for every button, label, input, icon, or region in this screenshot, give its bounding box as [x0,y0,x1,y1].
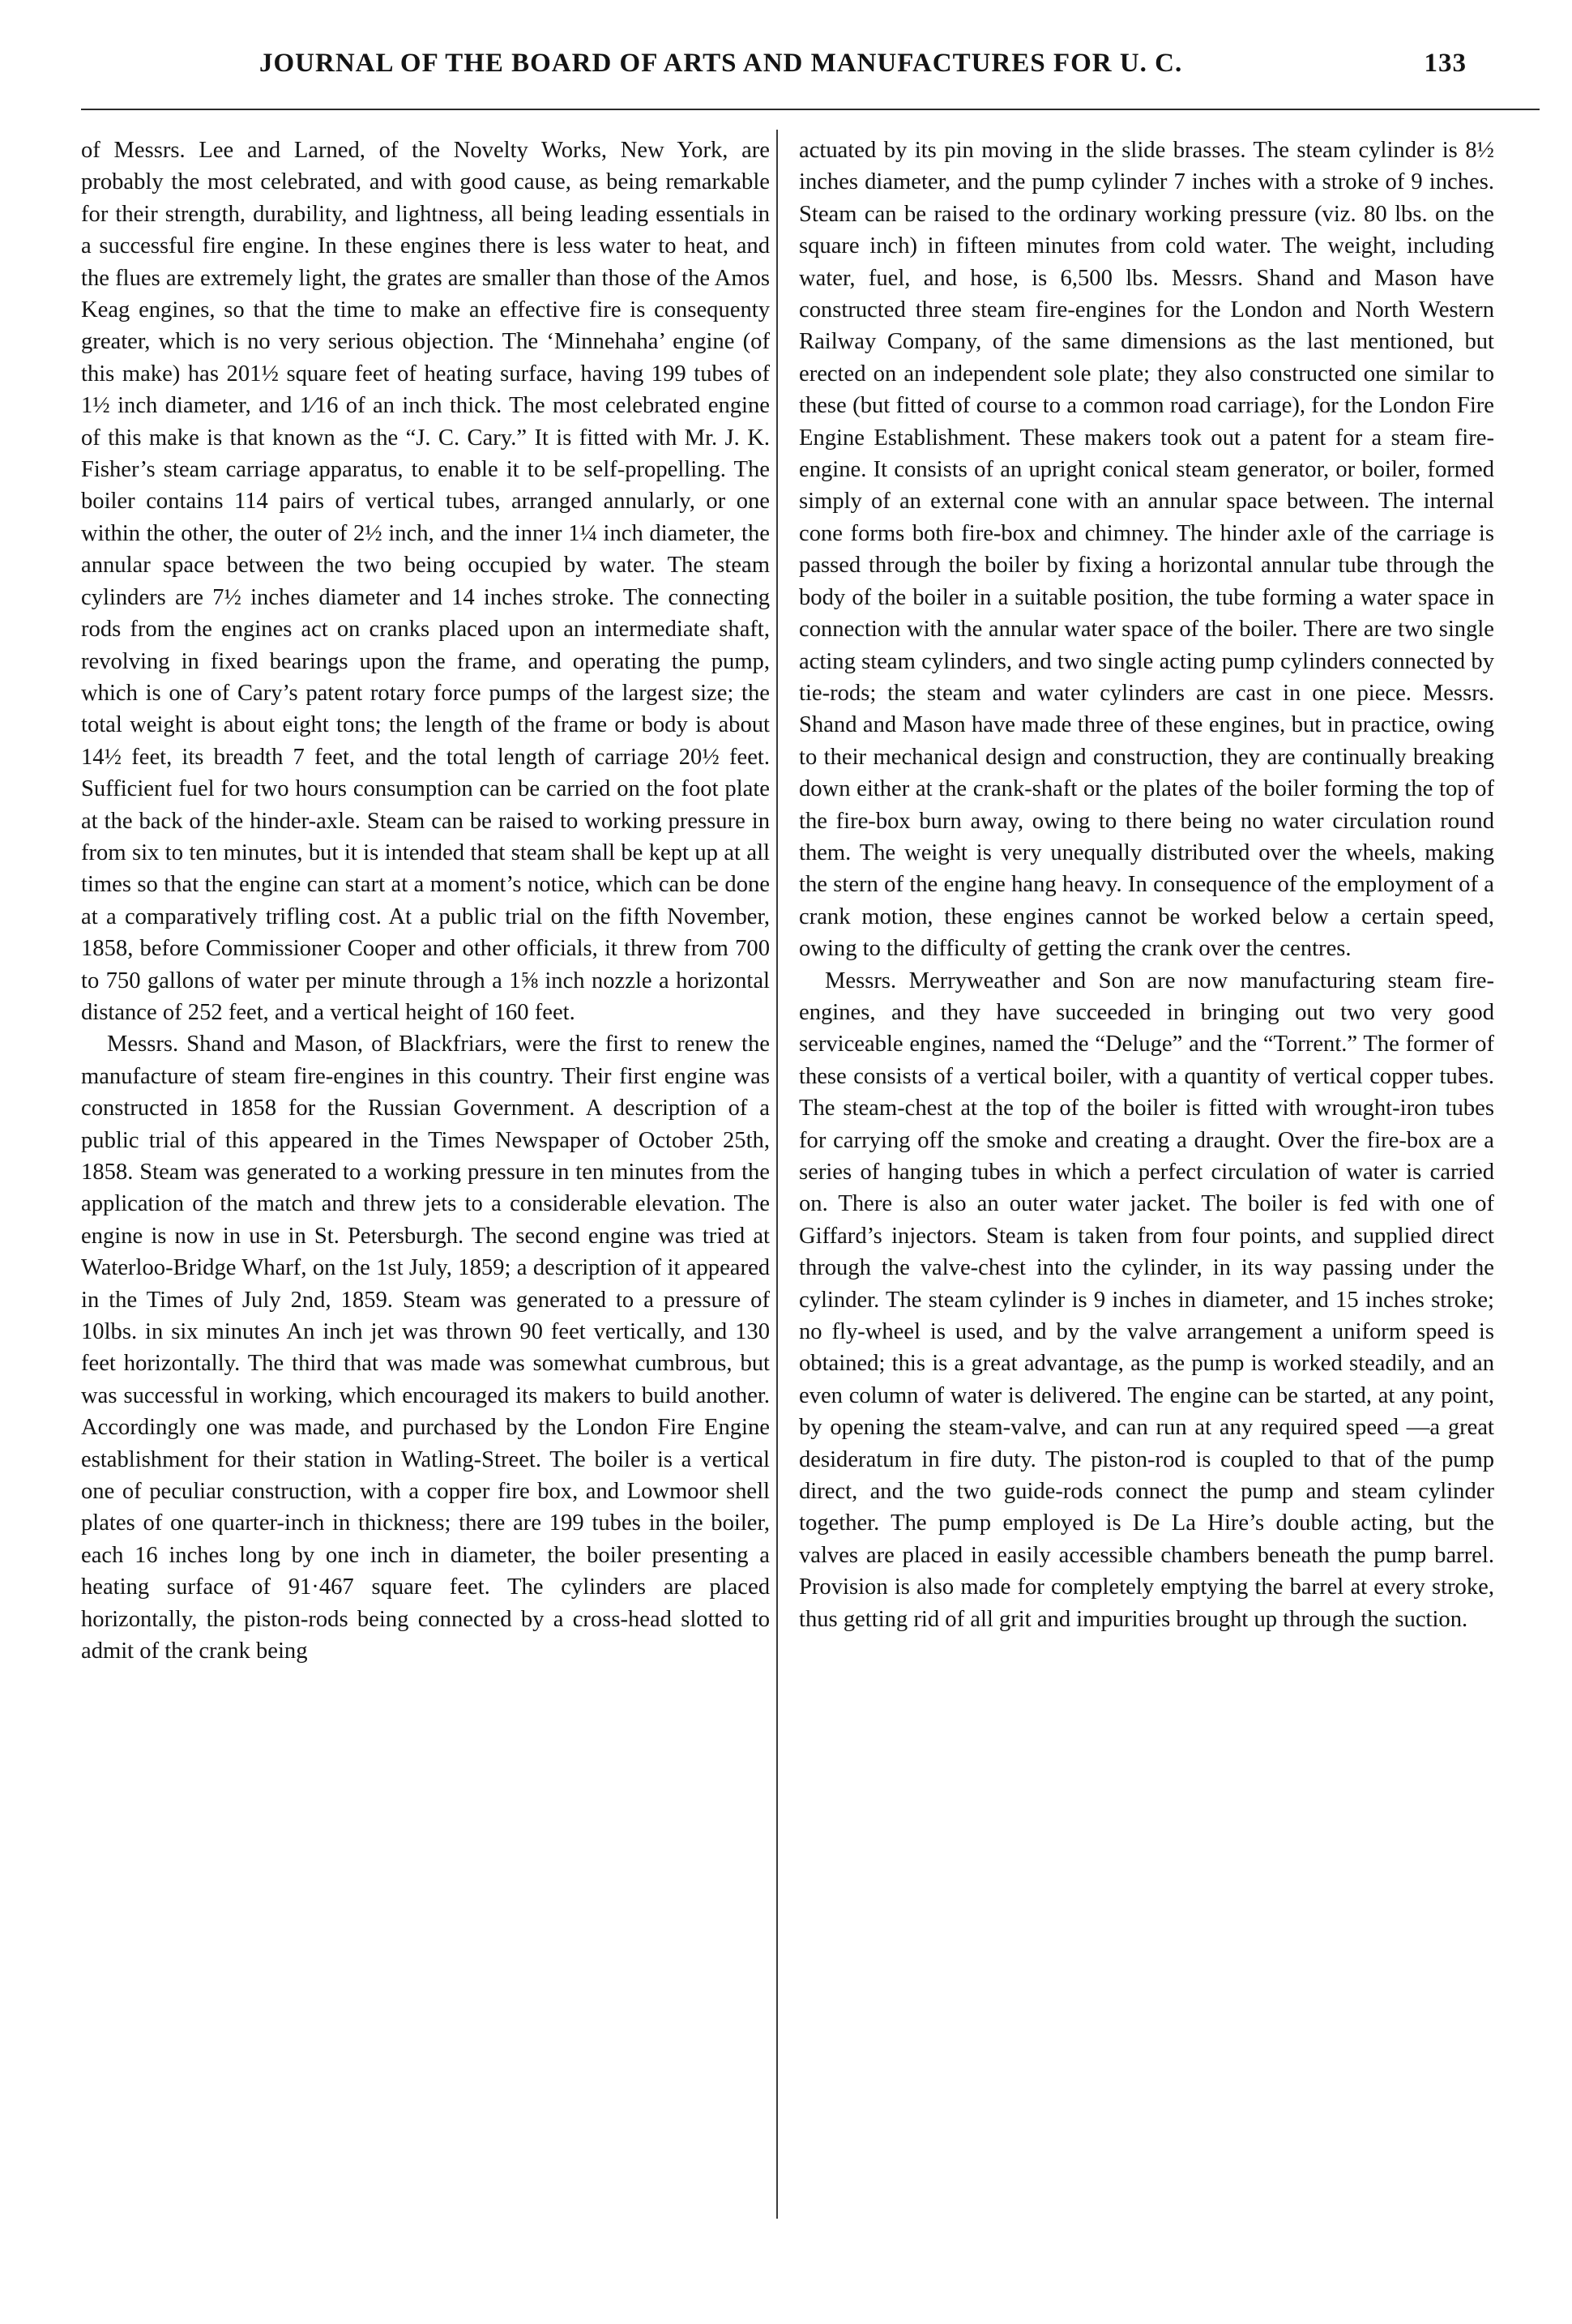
journal-title: JOURNAL OF THE BOARD OF ARTS AND MANUFACTURES FOR U. C. [259,49,1183,78]
page-number: 133 [1424,49,1467,78]
paragraph: of Messrs. Lee and Larned, of the Novelty Works, New York, are probably the most celebrated, and with good cause, as being remarkable for their strength, durability, and lightness, all being leading essentials in a successful fire engine. In these engines there is less water to heat, and the flues are extremely light, the grates are smaller than those of the Amos Keag engines, so that the time to make an effective fire is consequenty greater, which is no very serious objection. The ‘Minnehaha’ engine (of this make) has 201½ square feet of heating surface, having 199 tubes of 1½ inch diameter, and 1⁄16 of an inch thick. The most celebrated engine of this make is that known as the “J. C. Cary.” It is fitted with Mr. J. K. Fisher’s steam carriage apparatus, to enable it to be self-propelling. The boiler contains 114 pairs of vertical tubes, arranged annularly, or one within the other, the outer of 2½ inch, and the inner 1¼ inch diameter, the annular space between the two being occupied by water. The steam cylinders are 7½ inches diameter and 14 inches stroke. The connecting rods from the engines act on cranks placed upon an intermediate shaft, revolving in fixed bearings upon the frame, and operating the pump, which is one of Cary’s patent rotary force pumps of the largest size; the total weight is about eight tons; the length of the frame or body is about 14½ feet, its breadth 7 feet, and the total length of carriage 20½ feet. Sufficient fuel for two hours consumption can be carried on the foot plate at the back of the hinder-axle. Steam can be raised to working pressure in from six to ten minutes, but it is intended that steam shall be kept up at all times so that the engine can start at a moment’s notice, which can be done at a comparatively trifling cost. At a public trial on the fifth November, 1858, before Commissioner Cooper and other officials, it threw from 700 to 750 gallons of water per minute through a 1⅝ inch nozzle a horizontal distance of 252 feet, and a vertical height of 160 feet. [81,138,770,1025]
running-head [154,49,1467,97]
paragraph: Messrs. Merryweather and Son are now manufacturing steam fire-engines, and they have succeeded in bringing out two very good serviceable engines, named the “Deluge” and the “Torrent.” The former of these consists of a vertical boiler, with a quantity of vertical copper tubes. The steam-chest at the top of the boiler is fitted with wrought-iron tubes for carrying off the smoke and creating a draught. Over the fire-box are a series of hanging tubes in which a perfect circulation of water is carried on. There is also an outer water jacket. The boiler is fed with one of Giffard’s injectors. Steam is taken from four points, and supplied direct through the valve-chest into the cylinder, in its way passing under the cylinder. The steam cylinder is 9 inches in diameter, and 15 inches stroke; no fly-wheel is used, and by the valve arrangement a uniform speed is obtained; this is a great advantage, as the pump is worked steadily, and an even column of water is delivered. The engine can be started, at any point, by opening the steam-valve, and can run at any required speed —a great desideratum in fire duty. The piston-rod is coupled to that of the pump direct, and the two guide-rods connect the pump and steam cylinder together. The pump employed is De La Hire’s double acting, but the valves are placed in easily accessible chambers beneath the pump barrel. Provision is also made for completely emptying the barrel at every stroke, thus getting rid of all grit and impurities brought up through the suction. [799,968,1494,1632]
header-rule [81,109,1540,110]
left-column [81,135,770,2294]
right-column [799,135,1494,2294]
paragraph: actuated by its pin moving in the slide brasses. The steam cylinder is 8½ inches diameter, and the pump cylinder 7 inches with a stroke of 9 inches. Steam can be raised to the ordinary working pressure (viz. 80 lbs. on the square inch) in fifteen minutes from cold water. The weight, including water, fuel, and hose, is 6,500 lbs. Messrs. Shand and Mason have constructed three steam fire-engines for the London and North Western Railway Company, of the same dimensions as the last mentioned, but erected on an independent sole plate; they also constructed one similar to these (but fitted of course to a common road carriage), for the London Fire Engine Establishment. These makers took out a patent for a steam fire-engine. It consists of an upright conical steam generator, or boiler, formed simply of an external cone with an annular space between. The internal cone forms both fire-box and chimney. The hinder axle of the carriage is passed through the boiler by fixing a horizontal annular tube through the body of the boiler in a suitable position, the tube forming a water space in connection with the annular water space of the boiler. There are two single acting steam cylinders, and two single acting pump cylinders connected by tie-rods; the steam and water cylinders are cast in one piece. Messrs. Shand and Mason have made three of these engines, but in practice, owing to their mechanical design and construction, they are continually breaking down either at the crank-shaft or the plates of the boiler forming the top of the fire-box burn away, owing to there being no water circulation round them. The weight is very unequally distributed over the wheels, making the stern of the engine hang heavy. In consequence of the employment of a crank motion, these engines cannot be worked below a certain speed, owing to the difficulty of getting the crank over the centres. [799,138,1494,962]
column-divider [776,130,778,2219]
paragraph: Messrs. Shand and Mason, of Blackfriars, were the first to renew the manufacture of steam fire-engines in this country. Their first engine was constructed in 1858 for the Russian Government. A description of a public trial of this appeared in the Times Newspaper of October 25th, 1858. Steam was generated to a working pressure in ten minutes from the application of the match and threw jets to a considerable elevation. The engine is now in use in St. Petersburgh. The second engine was tried at Waterloo-Bridge Wharf, on the 1st July, 1859; a description of it appeared in the Times of July 2nd, 1859. Steam was generated to a pressure of 10lbs. in six minutes An inch jet was thrown 90 feet vertically, and 130 feet horizontally. The third that was made was somewhat cumbrous, but was successful in working, which encouraged its makers to build another. Accordingly one was made, and purchased by the London Fire Engine establishment for their station in Watling-Street. The boiler is a vertical one of peculiar construction, with a copper fire box, and Lowmoor shell plates of one quarter-inch in thickness; there are 199 tubes in the boiler, each 16 inches long by one inch in diameter, the boiler presenting a heating surface of 91·467 square feet. The cylinders are placed horizontally, the piston-rods being connected by a cross-head slotted to admit of the crank being [81,1032,770,1664]
